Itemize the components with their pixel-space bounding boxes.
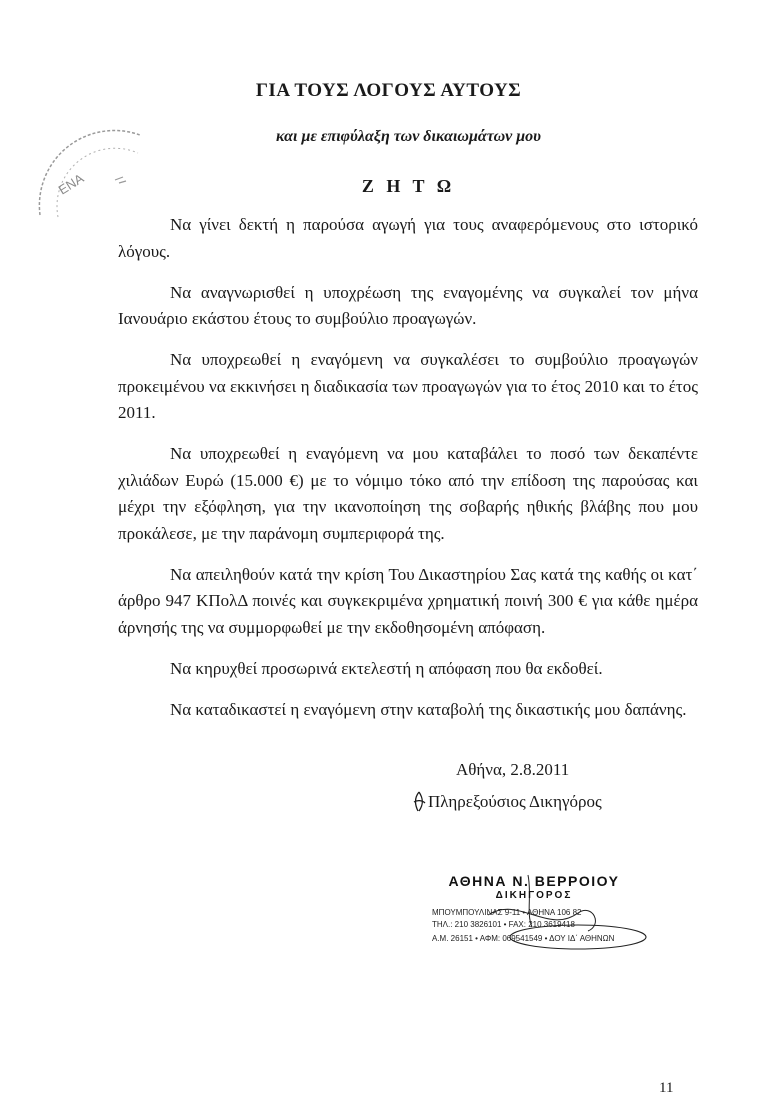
signature-block bbox=[412, 791, 602, 813]
request-paragraph: Να κηρυχθεί προσωρινά εκτελεστή η απόφαση που θα εκδοθεί. bbox=[170, 658, 603, 678]
lawyer-stamp bbox=[428, 865, 650, 955]
request-list bbox=[118, 212, 698, 738]
request-paragraph: Να αναγνωρισθεί η υποχρέωση της εναγομένης να συγκαλεί τον μήνα Ιανουάριο εκάστου έτους το συμβούλιο προαγωγών. bbox=[118, 282, 698, 328]
signature-title: Πληρεξούσιος Δικηγόρος bbox=[428, 792, 602, 811]
section-heading: ΓΙΑ ΤΟΥΣ ΛΟΓΟΥΣ ΑΥΤΟΥΣ bbox=[255, 80, 522, 101]
signature-icon bbox=[412, 791, 426, 813]
request-paragraph: Να υποχρεωθεί η εναγόμενη να μου καταβάλει το ποσό των δεκαπέντε χιλιάδων Ευρώ (15.000 €) με το νόμιμο τόκο από την επίδοση της παρούσας και μέχρι την εξόφληση, για την ικανοποίηση της σοβαρής ηθικής βλάβης που μου προκάλεσε, με την παράνομη συμπεριφορά της. bbox=[118, 444, 698, 543]
request-paragraph: Να γίνει δεκτή η παρούσα αγωγή για τους αναφερόμενους στο ιστορικό λόγους. bbox=[118, 215, 698, 261]
stamp-name: ΑΘΗΝΑ Ν. ΒΕΡΡΟΙΟΥ bbox=[448, 873, 620, 889]
page-number: 11 bbox=[659, 1080, 674, 1096]
stamp-registry: Α.Μ. 26151 • ΑΦΜ: 069541549 • ΔΟΥ ΙΔ΄ ΑΘΗΝΩΝ bbox=[432, 934, 615, 943]
stamp-address: ΜΠΟΥΜΠΟΥΛΙΝΑΣ 9-11 • ΑΘΗΝΑ 106 82 bbox=[432, 908, 582, 917]
section-subheading: και με επιφύλαξη των δικαιωμάτων μου bbox=[275, 128, 542, 145]
stamp-title: ΔΙΚΗΓΟΡΟΣ bbox=[495, 890, 573, 901]
request-paragraph: Να υποχρεωθεί η εναγόμενη να συγκαλέσει το συμβούλιο προαγωγών προκειμένου να εκκινήσει η διαδικασία των προαγωγών για το έτος 2010 και το έτος 2011. bbox=[118, 350, 698, 422]
faded-stamp-text: ΕΝΑ bbox=[55, 170, 87, 198]
request-paragraph: Να καταδικαστεί η εναγόμενη στην καταβολή της δικαστικής μου δαπάνης. bbox=[170, 699, 687, 719]
request-heading: Ζ Η Τ Ω bbox=[361, 176, 456, 196]
stamp-phone: ΤΗΛ.: 210 3826101 • FAX: 210 3619418 bbox=[432, 920, 575, 929]
request-paragraph: Να απειληθούν κατά την κρίση Του Δικαστηρίου Σας κατά της καθής οι κατ΄ άρθρο 947 ΚΠολΔ ποινές και συγκεκριμένα χρηματική ποινή 300 € για κάθε ημέρα άρνησής της να συμμορφωθεί με την εκδοθησομένη απόφαση. bbox=[118, 564, 698, 637]
date-line: Αθήνα, 2.8.2011 bbox=[456, 760, 570, 779]
